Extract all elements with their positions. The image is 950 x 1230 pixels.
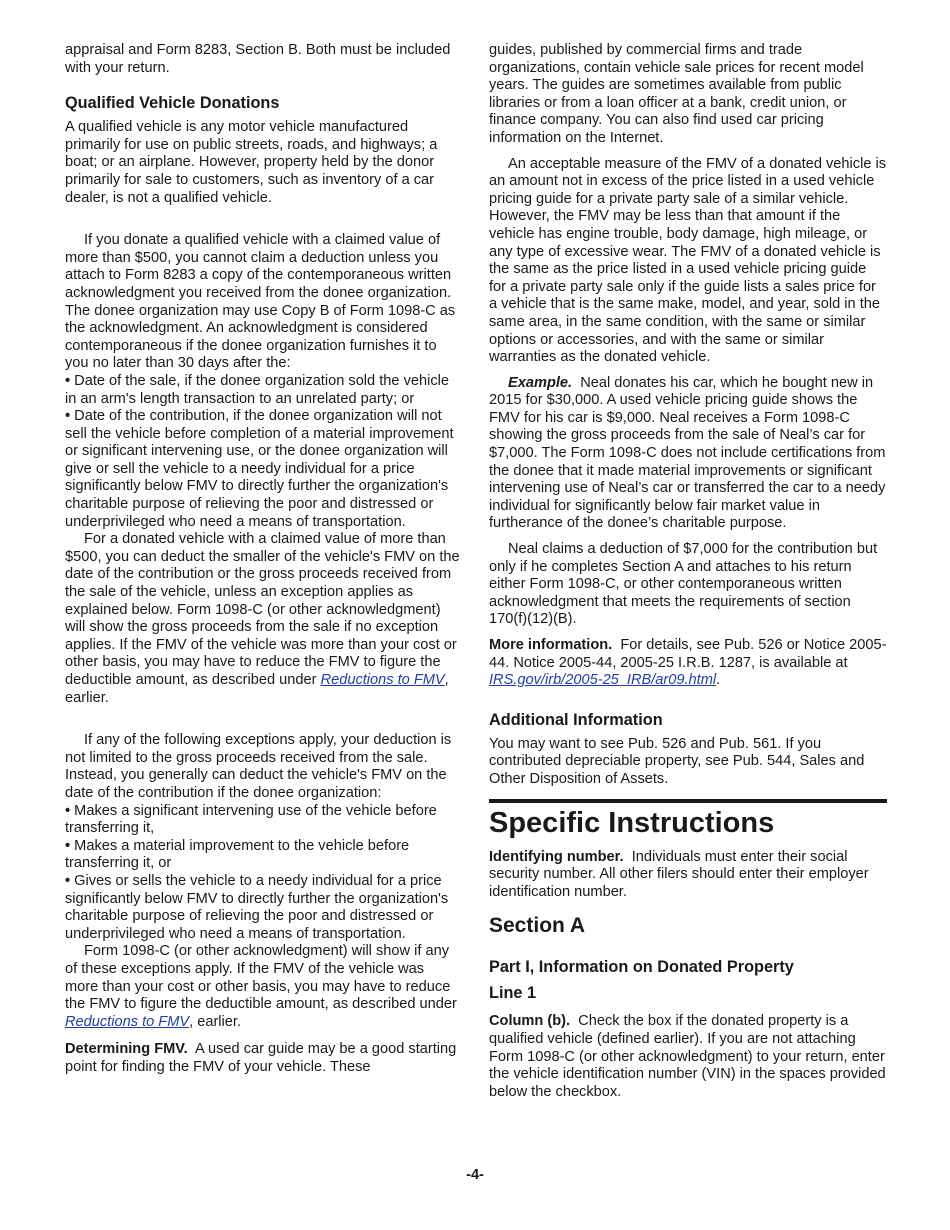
reductions-to-fmv-link[interactable]: Reductions to FMV <box>65 1013 190 1030</box>
more-information-label: More information. <box>489 637 613 653</box>
heading-additional-information: Additional Information <box>489 710 663 729</box>
bullet-icon: • <box>65 872 71 889</box>
bullet-icon: • <box>65 372 71 389</box>
heading-qualified-vehicle-donations: Qualified Vehicle Donations <box>65 94 280 113</box>
reductions-to-fmv-link[interactable]: Reductions to FMV <box>320 672 445 688</box>
irs-notice-link[interactable]: IRS.gov/irb/2005-25_IRB/ar09.html <box>489 672 717 689</box>
left-column <box>65 42 461 1076</box>
heading-specific-instructions: Specific Instructions <box>489 806 775 839</box>
column-b-label: Column (b). <box>489 1013 571 1030</box>
donated-vehicle-deduction-paragraph: For a donated vehicle with a claimed value of more than $500, you can deduct the smaller of the vehicle's FMV on the date of the contribution or the gross proceeds received from the sale of the vehicle, unless an exception applies as explained below. Form 1098-C (or other acknowledgment) will show the gross proceeds from the sale if no exception applies. If the FMV of the vehicle was more than your cost or other basis, you may have to reduce the FMV to figure the deductible amount, as described under Reductions to FMV, earlier. <box>65 531 460 706</box>
list-item: • Date of the sale, if the donee organization sold the vehicle in an arm's length transaction to an unrelated party; or <box>65 372 449 407</box>
right-column <box>489 42 887 1101</box>
identifying-number-paragraph: Identifying number. Individuals must enter their social security number. All other filers should enter their employer identification number. <box>489 848 869 900</box>
heading-part-1: Part I, Information on Donated Property <box>489 958 794 977</box>
qualified-vehicle-paragraph: A qualified vehicle is any motor vehicle manufactured primarily for use on public streets, roads, and highways; a boat; or an airplane. However, property held by the donor primarily for sale to customers, such as inventory of a car dealer, is not a qualified vehicle. <box>65 119 438 206</box>
acceptable-measure-paragraph: An acceptable measure of the FMV of a donated vehicle is an amount not in excess of the price listed in a used vehicle pricing guide for a private party sale of a similar vehicle. However, the FMV may be less than that amount if the vehicle has engine trouble, body damage, high mileage, or any type of excessive wear. The FMV of a donated vehicle is the same as the price listed in a used vehicle pricing guide for a private party sale only if the guide lists a sales price for a vehicle that is the same make, model, and year, sold in the same area, in the same condition, with the same or similar options or accessories, and with the same or similar warranties as the donated vehicle. <box>489 155 887 366</box>
example-paragraph: Example. Neal donates his car, which he bought new in 2015 for $30,000. A used vehicle pricing guide shows the FMV for his car is $9,000. Neal receives a Form 1098-C showing the gross proceeds from the sale of Neal’s car for $7,000. The Form 1098-C does not include certifications from the donee that it made material improvements or significant intervening use of Neal’s car or transferred the car to a needy individual for significantly below fair market value in furtherance of the donee’s charitable purpose. <box>489 374 886 532</box>
more-information-paragraph: More information. For details, see Pub. 526 or Notice 2005-44. Notice 2005-44, 2005-25 I.R.B. 1287, is available at IRS.gov/irb/2005-25_IRB/ar09.html. <box>489 637 887 689</box>
example-label: Example. <box>508 374 573 391</box>
column-b-paragraph: Column (b). Check the box if the donated property is a qualified vehicle (defined earlier). If you are not attaching Form 1098-C (or other acknowledgment) to your return, enter the vehicle identification number (VIN) in the spaces provided below the checkbox. <box>489 1013 886 1100</box>
determining-fmv-paragraph: Determining FMV. A used car guide may be a good starting point for finding the FMV of your vehicle. These <box>65 1041 457 1075</box>
neal-claims-paragraph: Neal claims a deduction of $7,000 for the contribution but only if he completes Section A and attaches to his return either Form 1098-C, or other contemporaneous written acknowledgment that meets the requirements of section 170(f)(12)(B). <box>489 541 878 628</box>
bullet-icon: • <box>65 802 71 819</box>
heading-section-a: Section A <box>489 914 586 938</box>
donate-vehicle-paragraph: If you donate a qualified vehicle with a claimed value of more than $500, you cannot claim a deduction unless you attach to Form 8283 a copy of the contemporaneous written acknowledgment you received from the donee organization. The donee organization may use Copy B of Form 1098-C as the acknowledgment. An acknowledgment is considered contemporaneous if the donee organization furnishes it to you no later than 30 days after the: <box>65 232 456 372</box>
bullet-icon: • <box>65 837 71 854</box>
form-1098c-paragraph: Form 1098-C (or other acknowledgment) will show if any of these exceptions apply. If the FMV of the vehicle was more than your cost or other basis, you may have to reduce the FMV to figure the deductible amount, as described under Reductions to FMV, earlier. <box>65 943 457 1030</box>
bullet-icon: • <box>65 408 71 425</box>
heading-line-1: Line 1 <box>489 984 537 1003</box>
additional-information-paragraph: You may want to see Pub. 526 and Pub. 561. If you contributed depreciable property, see Pub. 544, Sales and Other Disposition of Assets. <box>489 735 865 787</box>
list-item: • Makes a significant intervening use of the vehicle before transferring it, <box>65 802 437 837</box>
determining-fmv-label: Determining FMV. <box>65 1041 188 1058</box>
identifying-number-label: Identifying number. <box>489 848 624 865</box>
list-item: • Date of the contribution, if the donee organization will not sell the vehicle before completion of a material improvement or significant intervening use, or the donee organization will give or sell the vehicle to a needy individual for a price significantly below FMV to directly further the organization's charitable purpose of relieving the poor and distressed or underprivileged who need a means of transportation. <box>65 408 454 530</box>
page-number: -4- <box>466 1167 484 1183</box>
exceptions-paragraph: If any of the following exceptions apply, your deduction is not limited to the gross proceeds received from the sale. Instead, you generally can deduct the vehicle's FMV on the date of the contribution if the donee organization: <box>65 732 452 801</box>
list-item: • Makes a material improvement to the vehicle before transferring it, or <box>65 837 410 872</box>
intro-paragraph: appraisal and Form 8283, Section B. Both must be included with your return. <box>65 42 451 76</box>
guides-paragraph: guides, published by commercial firms and trade organizations, contain vehicle sale prices for recent model years. The guides are sometimes available from public libraries or from a loan officer at a bank, credit union, or finance company. You can also find used car pricing information on the Internet. <box>489 42 864 146</box>
list-item: • Gives or sells the vehicle to a needy individual for a price significantly below FMV to directly further the organization's charitable purpose of relieving the poor and distressed or underprivileged who need a means of transportation. <box>65 872 449 942</box>
